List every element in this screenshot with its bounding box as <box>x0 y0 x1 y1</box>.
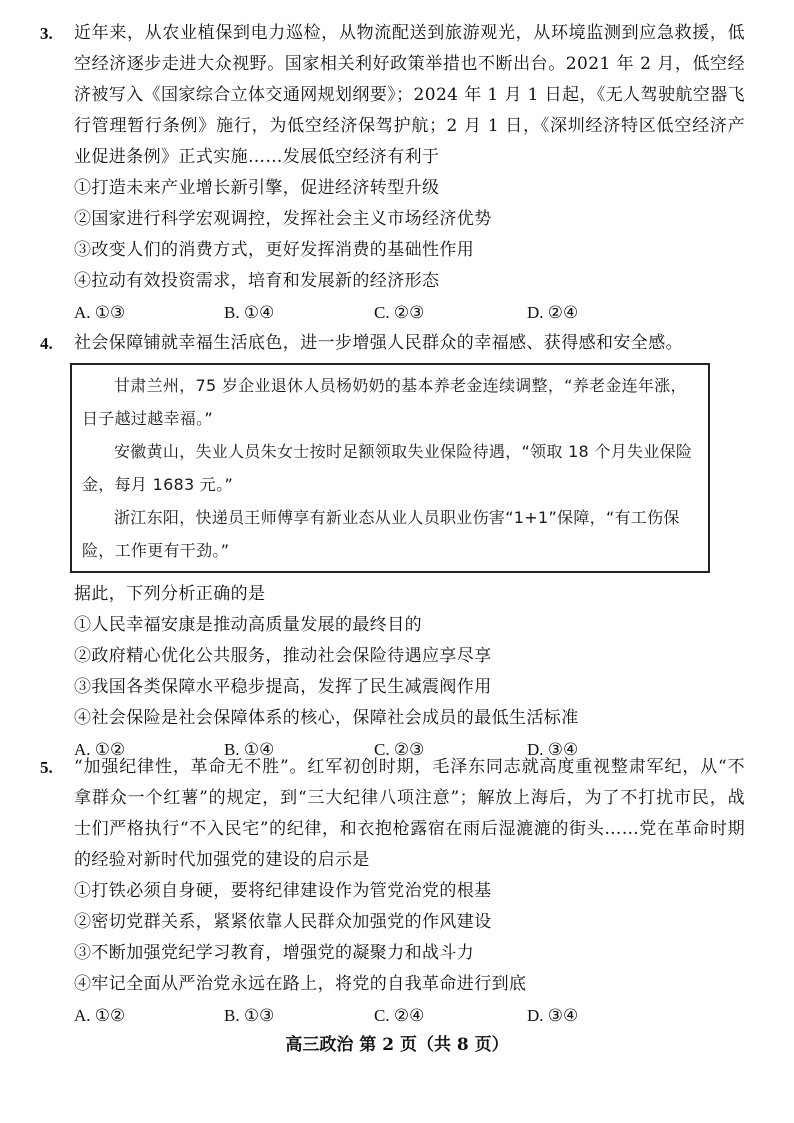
answer-choices <box>74 297 745 328</box>
material-paragraph: 安徽黄山，失业人员朱女士按时足额领取失业保险待遇，“领取 18 个月失业保险金，每月 1683 元。” <box>82 442 693 494</box>
question-number: 4. <box>40 334 53 353</box>
choice-c: C. ②③ <box>374 740 425 759</box>
material-box <box>70 363 710 573</box>
option-4: ④拉动有效投资需求，培育和发展新的经济形态 <box>74 271 440 291</box>
option-4: ④牢记全面从严治党永远在路上，将党的自我革命进行到底 <box>74 974 527 994</box>
question-number: 3. <box>40 24 53 43</box>
option-1: ①打造未来产业增长新引擎，促进经济转型升级 <box>74 178 440 198</box>
option-3: ③不断加强党纪学习教育，增强党的凝聚力和战斗力 <box>74 943 475 963</box>
option-1: ①人民幸福安康是推动高质量发展的最终目的 <box>74 615 422 635</box>
option-4: ④社会保险是社会保障体系的核心，保障社会成员的最低生活标准 <box>74 708 579 728</box>
choice-a: A. ①② <box>74 1006 126 1025</box>
option-2: ②国家进行科学宏观调控，发挥社会主义市场经济优势 <box>74 209 492 229</box>
material-paragraph: 甘肃兰州，75 岁企业退休人员杨奶奶的基本养老金连续调整，“养老金连年涨，日子越过越幸福。” <box>82 376 687 428</box>
choice-b: B. ①③ <box>224 1006 275 1025</box>
choice-c: C. ②④ <box>374 1006 425 1025</box>
choice-d: D. ③④ <box>527 1006 579 1025</box>
choice-c: C. ②③ <box>374 303 425 322</box>
question-number: 5. <box>40 758 53 777</box>
option-3: ③我国各类保障水平稳步提高，发挥了民生减震阀作用 <box>74 677 492 697</box>
choice-b: B. ①④ <box>224 303 275 322</box>
question-3 <box>40 18 745 328</box>
question-stem: 近年来，从农业植保到电力巡检，从物流配送到旅游观光，从环境监测到应急救援，低空经济逐步走进大众视野。国家相关利好政策举措也不断出台。2021 年 2 月，低空经济被写入《国家综合立体交通网规划纲要》；2024 年 1 月 1 日起，《无人驾驶航空器飞行管理暂行条例》施行，为低空经济保驾护航；2 月 1 日，《深圳经济特区低空经济产业促进条例》正式实施……发展低空经济有利于 <box>74 23 745 167</box>
option-1: ①打铁必须自身硬，要将纪律建设作为管党治党的根基 <box>74 881 492 901</box>
choice-b: B. ①④ <box>224 740 275 759</box>
page-footer: 高三政治 第 2 页（共 8 页） <box>285 1035 509 1055</box>
choice-a: A. ①② <box>74 740 126 759</box>
question-prompt: 据此，下列分析正确的是 <box>74 584 266 604</box>
option-2: ②政府精心优化公共服务，推动社会保险待遇应享尽享 <box>74 646 492 666</box>
choice-d: D. ③④ <box>527 740 579 759</box>
question-5 <box>40 752 745 1031</box>
answer-choices <box>74 1000 745 1031</box>
option-3: ③改变人们的消费方式，更好发挥消费的基础性作用 <box>74 240 475 260</box>
question-stem: “加强纪律性，革命无不胜”。红军初创时期，毛泽东同志就高度重视整肃军纪，从“不拿群众一个红薯”的规定，到“三大纪律八项注意”；解放上海后，为了不打扰市民，战士们严格执行“不入民宅”的纪律，和衣抱枪露宿在雨后湿漉漉的街头……党在革命时期的经验对新时代加强党的建设的启示是 <box>74 757 745 870</box>
choice-a: A. ①③ <box>74 303 126 322</box>
material-paragraph: 浙江东阳，快递员王师傅享有新业态从业人员职业伤害“1+1”保障，“有工伤保险，工作更有干劲。” <box>82 508 680 560</box>
question-4 <box>40 328 745 765</box>
choice-d: D. ②④ <box>527 303 579 322</box>
option-2: ②密切党群关系，紧紧依靠人民群众加强党的作风建设 <box>74 912 492 932</box>
question-stem: 社会保障铺就幸福生活底色，进一步增强人民群众的幸福感、获得感和安全感。 <box>74 333 683 353</box>
